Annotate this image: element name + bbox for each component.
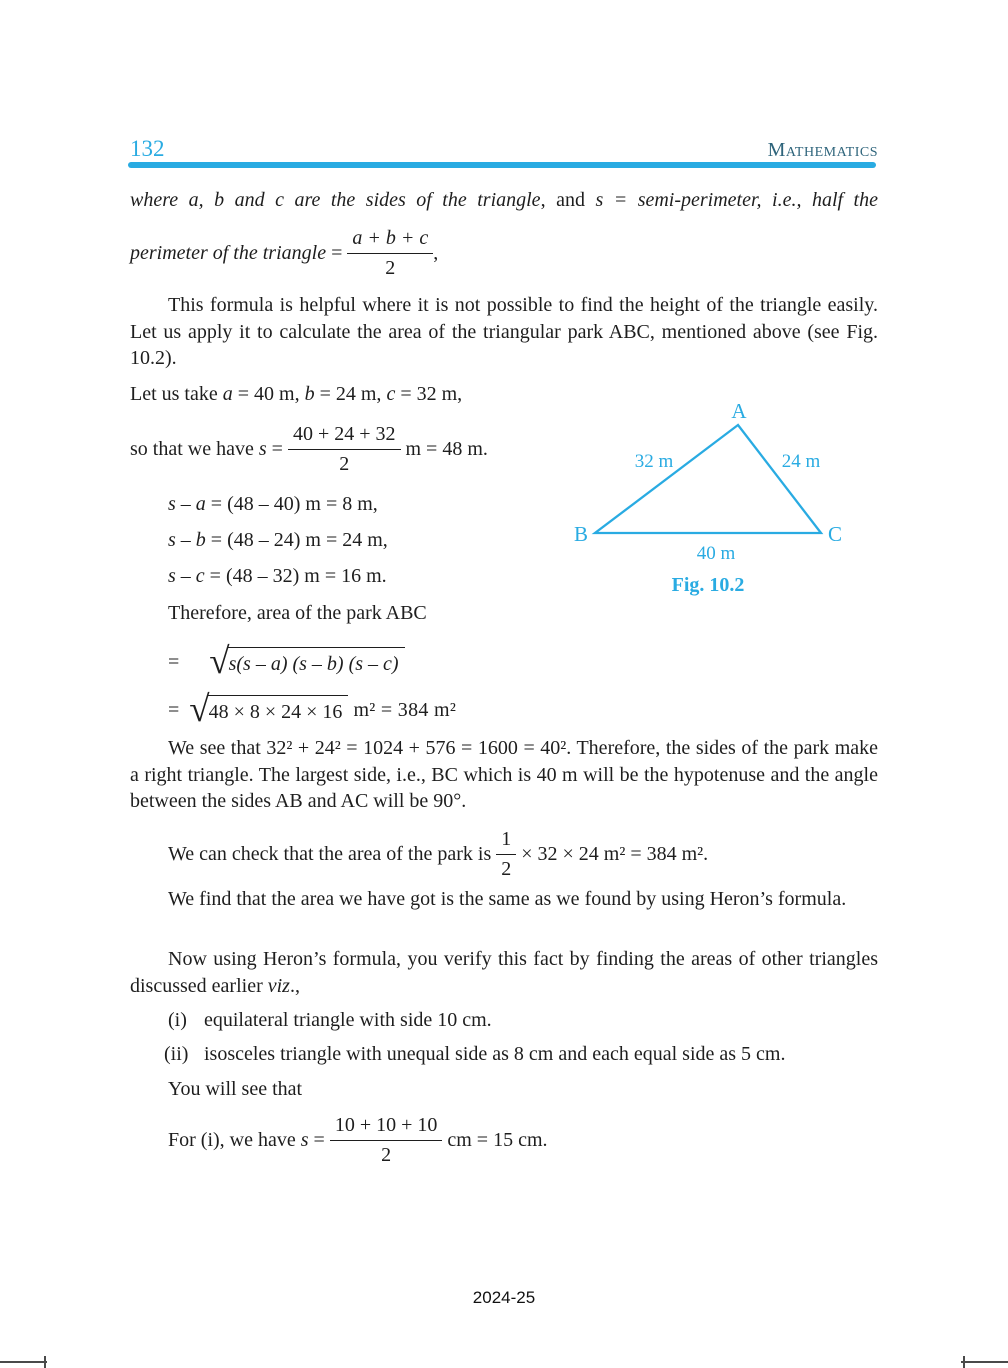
intro-line-1	[130, 187, 878, 214]
intro-line2-eq: =	[326, 241, 348, 264]
crop-mark-bottom-right-tick	[963, 1356, 965, 1368]
paragraph-same-area: We find that the area we have got is the same as we found by using Heron’s formula.	[168, 888, 847, 910]
figure-10-2	[558, 392, 888, 610]
take-text-4: = 32 m,	[395, 383, 463, 405]
page-header	[130, 136, 878, 162]
equation-for-i	[168, 1110, 548, 1170]
intro-seg2: , and	[540, 189, 596, 211]
for-i-denominator: 2	[330, 1140, 443, 1167]
half-fraction	[496, 828, 516, 881]
vertex-label-a: A	[731, 399, 747, 423]
var-b: b	[304, 383, 315, 405]
equation-s	[130, 420, 488, 478]
s-eq-prefix: so that we have	[130, 437, 259, 460]
paragraph-verify	[130, 946, 878, 999]
for-i-var-s: s	[300, 1128, 309, 1151]
equation-s-minus-b	[168, 528, 388, 552]
s-minus-a-vars: s – a	[168, 493, 206, 515]
verify-viz: viz	[267, 974, 290, 997]
s-fraction-numerator: 40 + 24 + 32	[292, 422, 396, 445]
half-numerator: 1	[501, 827, 512, 850]
paragraph-let-us-take	[130, 382, 462, 406]
for-i-result: cm = 15 cm.	[442, 1128, 548, 1151]
intro-seg3: s = semi-perimeter, i.e., half the	[595, 189, 878, 211]
therefore-line: Therefore, area of the park ABC	[168, 602, 427, 624]
s-minus-b-rest: = (48 – 24) m = 24 m,	[205, 529, 388, 551]
footer-session-year: 2024-25	[472, 1288, 536, 1307]
list-item-ii	[164, 1043, 785, 1066]
root1-radical	[209, 641, 404, 682]
fraction-denominator: 2	[347, 253, 433, 280]
equation-root-numeric	[168, 690, 456, 730]
s-minus-b-vars: s – b	[168, 529, 206, 551]
item-ii-label: (ii)	[164, 1043, 189, 1065]
item-i-text: equilateral triangle with side 10 cm.	[204, 1009, 492, 1031]
side-label-bc: 40 m	[696, 543, 736, 564]
root1-equals: =	[168, 650, 180, 673]
crop-mark-bottom-left-tick	[44, 1356, 46, 1368]
radical-sign: √	[209, 641, 230, 682]
intro-seg1: where a, b and c are the sides of the triangle	[130, 189, 541, 211]
root2-radicand: 48 × 8 × 24 × 16	[207, 695, 349, 724]
take-text-3: = 24 m,	[314, 383, 387, 405]
list-item-i	[168, 1009, 492, 1032]
equation-s-minus-c	[168, 564, 387, 588]
root2-result: m² = 384 m²	[353, 698, 457, 721]
take-text-1: Let us take	[130, 383, 223, 405]
paragraph-you-will-see: You will see that	[168, 1078, 303, 1100]
s-minus-c-rest: = (48 – 32) m = 16 m.	[204, 565, 387, 587]
s-eq-equals: =	[266, 437, 288, 460]
header-rule	[128, 162, 876, 168]
intro-line2-text: perimeter of the triangle	[130, 241, 327, 264]
triangle-shape	[595, 425, 821, 533]
check-suffix: × 32 × 24 m² = 384 m².	[516, 842, 709, 865]
item-ii-text: isosceles triangle with unequal side as 8 cm and each equal side as 5 cm.	[204, 1043, 786, 1065]
s-fraction	[288, 423, 401, 476]
check-prefix: We can check that the area of the park is	[168, 842, 497, 865]
for-i-prefix: For (i), we have	[168, 1128, 301, 1151]
s-minus-c-vars: s – c	[168, 565, 205, 587]
side-label-ab: 32 m	[634, 451, 674, 472]
page-number: 132	[130, 136, 165, 161]
s-eq-result: m = 48 m.	[400, 437, 488, 460]
paragraph-right-triangle: We see that 32² + 24² = 1024 + 576 = 1600 = 40². Therefore, the sides of the park make a right triangle. The largest side, i.e., BC which is 40 m will be the hypotenuse and the angle between the sides AB and AC will be 90°.	[130, 737, 878, 813]
triangle-diagram	[558, 392, 888, 572]
verify-prefix: Now using Heron’s formula, you verify this fact by finding the areas of other triangles discussed earlier	[130, 948, 878, 997]
for-i-equals: =	[308, 1128, 330, 1151]
chapter-header-title: Mathematics	[767, 139, 878, 161]
crop-mark-bottom-right-line	[961, 1361, 1008, 1363]
intro-line-2	[130, 222, 438, 284]
take-text-2: = 40 m,	[232, 383, 305, 405]
var-c: c	[386, 383, 396, 405]
root2-radical	[189, 689, 348, 730]
equation-s-minus-a	[168, 492, 378, 516]
figure-caption: Fig. 10.2	[671, 574, 745, 596]
root2-equals: =	[168, 698, 180, 721]
side-label-ac: 24 m	[781, 451, 821, 472]
equation-root-symbolic	[168, 642, 405, 682]
verify-suffix: .,	[289, 974, 300, 997]
root1-radicand: s(s – a) (s – b) (s – c)	[227, 647, 405, 676]
fraction-numerator: a + b + c	[352, 226, 429, 249]
var-s: s	[258, 437, 267, 460]
s-minus-a-rest: = (48 – 40) m = 8 m,	[205, 493, 378, 515]
vertex-label-c: C	[828, 522, 843, 546]
var-a: a	[222, 383, 233, 405]
for-i-fraction	[330, 1114, 443, 1167]
paragraph-check-area	[130, 826, 708, 882]
semi-perimeter-fraction	[347, 227, 433, 280]
s-fraction-denominator: 2	[288, 449, 401, 476]
vertex-label-b: B	[573, 522, 588, 546]
half-denominator: 2	[496, 854, 516, 881]
for-i-numerator: 10 + 10 + 10	[334, 1113, 438, 1136]
crop-mark-bottom-left-line	[0, 1361, 47, 1363]
radical-sign: √	[189, 689, 210, 730]
item-i-label: (i)	[168, 1009, 187, 1031]
intro-line2-suffix: ,	[433, 241, 439, 264]
paragraph-formula-helpful: This formula is helpful where it is not possible to find the height of the triangle easily. Let us apply it to calculate the area of the triangular park ABC, mentioned above (see Fig. 10.2).	[130, 294, 878, 370]
